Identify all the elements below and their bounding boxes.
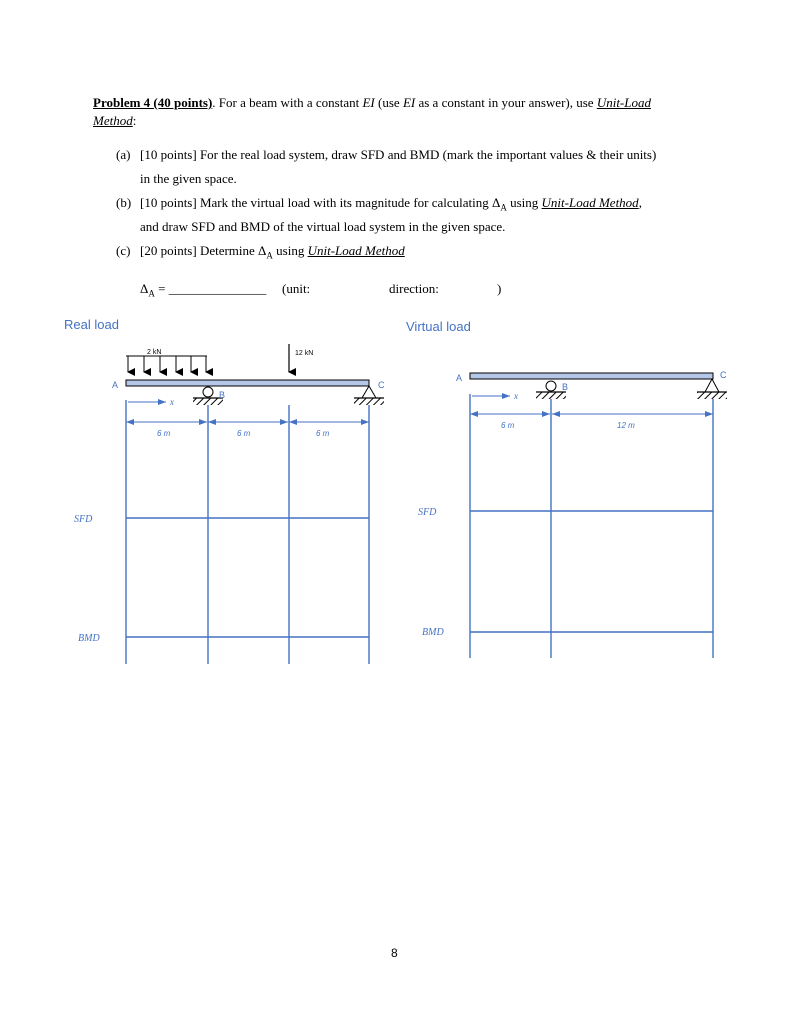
answer-direction: direction: [389,281,439,296]
virtual-bmd-label: BMD [422,627,444,638]
real-point-b: B [219,390,226,400]
virtual-beam [470,373,713,379]
part-b-text: [10 points] Mark the virtual load with its magnitude for calculating $\Delta_A$ using Unit-Load Method, [140,195,642,213]
answer-close-paren: ) [497,281,502,296]
real-point-c: C [378,380,385,390]
virtual-sfd-label: SFD [418,507,437,518]
real-bmd-label: BMD [78,633,100,644]
virtual-span-2: 12 m [617,421,635,430]
part-a-label: (a) [116,147,131,162]
real-load-label: Real load [64,317,119,332]
answer-line: $\Delta_A$ = _______________ [140,281,267,299]
part-b-label: (b) [116,195,132,210]
real-diagram-grid [126,400,369,664]
virtual-x-label: x [514,391,518,401]
part-a-text-line2: in the given space. [140,171,237,186]
real-span-2: 6 m [237,429,251,438]
problem-header-line2: Method: [93,113,137,128]
part-c-label: (c) [116,243,131,258]
real-span-3: 6 m [316,429,330,438]
real-x-label: x [170,397,174,407]
virtual-pin-support-c [697,379,727,399]
virtual-point-b: B [562,382,569,392]
part-b-text-line2: and draw SFD and BMD of the virtual load system in the given space. [140,219,506,234]
distributed-load [126,356,207,372]
method-name: Unit-Load [596,95,651,110]
virtual-load-diagram [418,370,727,658]
part-a-text: [10 points] For the real load system, draw SFD and BMD (mark the important values & their units) [140,147,657,162]
point-load-label: 12 kN [295,350,314,357]
virtual-point-a: A [456,373,463,383]
part-c-text: [20 points] Determine $\Delta_A$ using Unit-Load Method [140,243,405,261]
virtual-span-1: 6 m [501,421,515,430]
real-beam [126,380,369,386]
virtual-load-label: Virtual load [406,319,471,334]
virtual-diagram-grid [470,394,713,658]
real-point-a: A [112,380,119,390]
virtual-point-c: C [720,370,727,380]
real-load-diagram [74,344,385,664]
problem-header: Problem 4 (40 points). For a beam with a constant EI (use EI as a constant in your answer), use Unit-Load [93,95,651,110]
page-number: 8 [391,946,398,960]
problem-title: Problem 4 (40 points) [93,95,213,110]
answer-unit: (unit: [282,281,311,296]
real-span-1: 6 m [157,429,171,438]
distributed-load-label: 2 kN [147,349,162,356]
real-sfd-label: SFD [74,514,93,525]
